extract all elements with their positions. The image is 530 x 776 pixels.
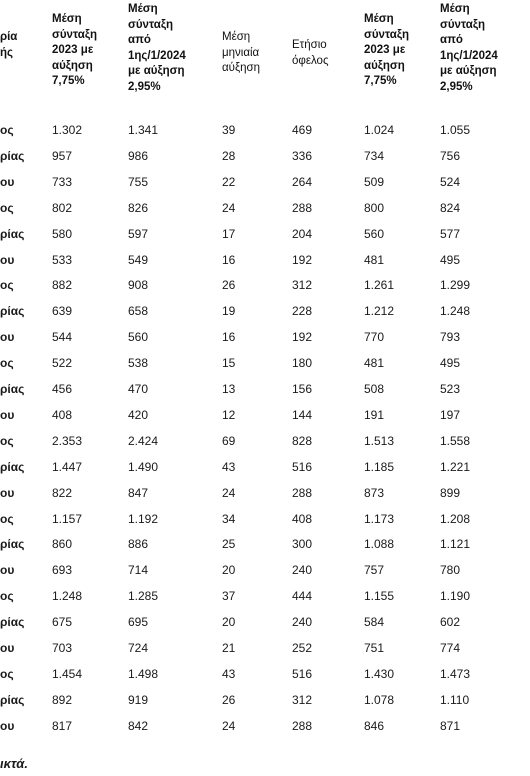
table-cell: 560 [364,227,385,241]
table-cell: 191 [364,408,385,422]
table-cell: 714 [128,563,149,577]
table-cell: 20 [222,615,236,629]
header-pension-2024-b: Μέση σύνταξη από 1ης/1/2024 με αύξηση 2,95% [440,3,498,93]
table-cell: 1.490 [128,460,159,474]
table-cell: 1.157 [52,512,83,526]
table-cell: 19 [222,304,236,318]
table-row [0,716,530,736]
row-label: ος [0,201,14,215]
table-row [0,664,530,684]
table-cell: 516 [292,460,313,474]
table-cell: 800 [364,201,385,215]
table-cell: 252 [292,641,313,655]
table-cell: 481 [364,253,385,267]
table-cell: 828 [292,434,313,448]
table-cell: 43 [222,460,236,474]
table-cell: 37 [222,589,236,603]
table-row [0,457,530,477]
table-cell: 1.513 [364,434,395,448]
table-cell: 156 [292,382,313,396]
table-cell: 658 [128,304,149,318]
table-row [0,198,530,218]
table-cell: 1.173 [364,512,395,526]
table-cell: 842 [128,719,149,733]
table-cell: 584 [364,615,385,629]
table-cell: 13 [222,382,236,396]
table-cell: 300 [292,537,313,551]
table-cell: 481 [364,356,385,370]
table-row [0,275,530,295]
header-pension-2023-b: Μέση σύνταξη 2023 με αύξηση 7,75% [364,13,409,87]
table-cell: 12 [222,408,236,422]
table-cell: 523 [440,382,461,396]
table-cell: 24 [222,201,236,215]
table-cell: 180 [292,356,313,370]
table-cell: 755 [128,175,149,189]
row-label: ρίας [0,227,25,241]
table-row [0,224,530,244]
table-cell: 802 [52,201,73,215]
table-cell: 1.185 [364,460,395,474]
table-cell: 312 [292,693,313,707]
table-cell: 892 [52,693,73,707]
table-cell: 1.190 [440,589,471,603]
header-monthly-increase: Μέση μηνιαία αύξηση [222,31,260,74]
table-cell: 16 [222,253,236,267]
table-cell: 1.447 [52,460,83,474]
table-cell: 675 [52,615,73,629]
row-label: ρίας [0,149,25,163]
table-cell: 228 [292,304,313,318]
table-cell: 986 [128,149,149,163]
header-annual-benefit: Ετήσιο όφελος [292,39,329,67]
table-row [0,172,530,192]
table-cell: 524 [440,175,461,189]
table-cell: 22 [222,175,236,189]
table-cell: 1.212 [364,304,395,318]
table-row [0,250,530,270]
table-row [0,612,530,632]
table-cell: 703 [52,641,73,655]
table-cell: 533 [52,253,73,267]
table-cell: 444 [292,589,313,603]
table-row [0,586,530,606]
row-label: ρίας [0,693,25,707]
table-cell: 1.341 [128,123,159,137]
table-cell: 817 [52,719,73,733]
header-category: ρία ής [0,31,18,59]
table-cell: 2.424 [128,434,159,448]
table-cell: 846 [364,719,385,733]
table-cell: 899 [440,486,461,500]
table-cell: 793 [440,330,461,344]
table-cell: 43 [222,667,236,681]
table-cell: 312 [292,278,313,292]
table-cell: 26 [222,278,236,292]
table-cell: 1.088 [364,537,395,551]
table-cell: 204 [292,227,313,241]
table-cell: 544 [52,330,73,344]
table-cell: 144 [292,408,313,422]
table-row [0,431,530,451]
header-pension-2024: Μέση σύνταξη από 1ης/1/2024 με αύξηση 2,95% [128,3,186,93]
table-cell: 1.454 [52,667,83,681]
table-cell: 522 [52,356,73,370]
row-label: ος [0,356,14,370]
table-row [0,560,530,580]
row-label: ου [0,175,15,189]
table-cell: 693 [52,563,73,577]
table-cell: 826 [128,201,149,215]
row-label: ος [0,512,14,526]
row-label: ος [0,667,14,681]
table-cell: 508 [364,382,385,396]
table-cell: 470 [128,382,149,396]
row-label: ρίας [0,304,25,318]
table-cell: 1.430 [364,667,395,681]
table-cell: 336 [292,149,313,163]
table-cell: 288 [292,201,313,215]
table-cell: 957 [52,149,73,163]
table-cell: 24 [222,719,236,733]
table-cell: 1.221 [440,460,471,474]
table-cell: 408 [292,512,313,526]
table-cell: 15 [222,356,236,370]
table-cell: 16 [222,330,236,344]
row-label: ρίας [0,460,25,474]
table-row [0,483,530,503]
table-cell: 577 [440,227,461,241]
table-cell: 871 [440,719,461,733]
row-label: ου [0,719,15,733]
table-row [0,379,530,399]
table-row [0,120,530,140]
table-cell: 1.473 [440,667,471,681]
table-cell: 886 [128,537,149,551]
table-cell: 516 [292,667,313,681]
table-cell: 469 [292,123,313,137]
table-cell: 560 [128,330,149,344]
table-cell: 1.248 [440,304,471,318]
table-row [0,405,530,425]
row-label: ου [0,486,15,500]
table-cell: 908 [128,278,149,292]
table-cell: 192 [292,330,313,344]
table-cell: 240 [292,615,313,629]
table-cell: 456 [52,382,73,396]
table-cell: 288 [292,486,313,500]
table-row [0,534,530,554]
table-cell: 873 [364,486,385,500]
row-label: ος [0,278,14,292]
table-cell: 420 [128,408,149,422]
table-cell: 724 [128,641,149,655]
row-label: ρίας [0,382,25,396]
table-cell: 847 [128,486,149,500]
table-cell: 24 [222,486,236,500]
table-cell: 509 [364,175,385,189]
footer-note: ικτά. [0,756,28,771]
row-label: ου [0,253,15,267]
row-label: ου [0,408,15,422]
table-cell: 774 [440,641,461,655]
table-cell: 240 [292,563,313,577]
row-label: ου [0,641,15,655]
table-cell: 1.078 [364,693,395,707]
table-cell: 824 [440,201,461,215]
table-cell: 495 [440,356,461,370]
table-cell: 1.248 [52,589,83,603]
table-cell: 25 [222,537,236,551]
table-cell: 197 [440,408,461,422]
table-cell: 734 [364,149,385,163]
table-cell: 288 [292,719,313,733]
table-cell: 1.055 [440,123,471,137]
table-cell: 580 [52,227,73,241]
table-cell: 192 [292,253,313,267]
table-cell: 1.155 [364,589,395,603]
table-cell: 770 [364,330,385,344]
row-label: ρίας [0,537,25,551]
table-cell: 408 [52,408,73,422]
table-cell: 495 [440,253,461,267]
table-cell: 34 [222,512,236,526]
row-label: ου [0,330,15,344]
table-cell: 1.110 [440,693,470,707]
table-row [0,690,530,710]
table-cell: 264 [292,175,313,189]
table-cell: 20 [222,563,236,577]
table-cell: 1.121 [440,537,471,551]
table-cell: 597 [128,227,149,241]
table-cell: 695 [128,615,149,629]
table-cell: 860 [52,537,73,551]
table-cell: 39 [222,123,236,137]
table-cell: 1.024 [364,123,395,137]
table-cell: 919 [128,693,149,707]
row-label: ρίας [0,615,25,629]
table-cell: 1.299 [440,278,471,292]
table-cell: 538 [128,356,149,370]
table-cell: 26 [222,693,236,707]
table-row [0,638,530,658]
table-cell: 1.261 [364,278,395,292]
header-pension-2023: Μέση σύνταξη 2023 με αύξηση 7,75% [52,13,97,87]
table-row [0,301,530,321]
table-cell: 1.498 [128,667,159,681]
table-cell: 1.208 [440,512,471,526]
table-cell: 822 [52,486,73,500]
table-row [0,509,530,529]
table-cell: 28 [222,149,236,163]
table-cell: 1.558 [440,434,471,448]
row-label: ος [0,123,14,137]
table-row [0,146,530,166]
table-cell: 2.353 [52,434,83,448]
row-label: ος [0,589,14,603]
table-cell: 882 [52,278,73,292]
table-cell: 1.192 [128,512,159,526]
table-cell: 549 [128,253,149,267]
table-cell: 602 [440,615,461,629]
table-cell: 756 [440,149,461,163]
table-cell: 1.285 [128,589,159,603]
table-cell: 17 [222,227,236,241]
table-cell: 780 [440,563,461,577]
table-cell: 639 [52,304,73,318]
table-cell: 21 [222,641,236,655]
table-row [0,327,530,347]
row-label: ου [0,563,15,577]
table-row [0,353,530,373]
table-cell: 751 [364,641,385,655]
table-cell: 757 [364,563,385,577]
row-label: ος [0,434,14,448]
table-cell: 733 [52,175,73,189]
table-cell: 69 [222,434,236,448]
table-cell: 1.302 [52,123,83,137]
